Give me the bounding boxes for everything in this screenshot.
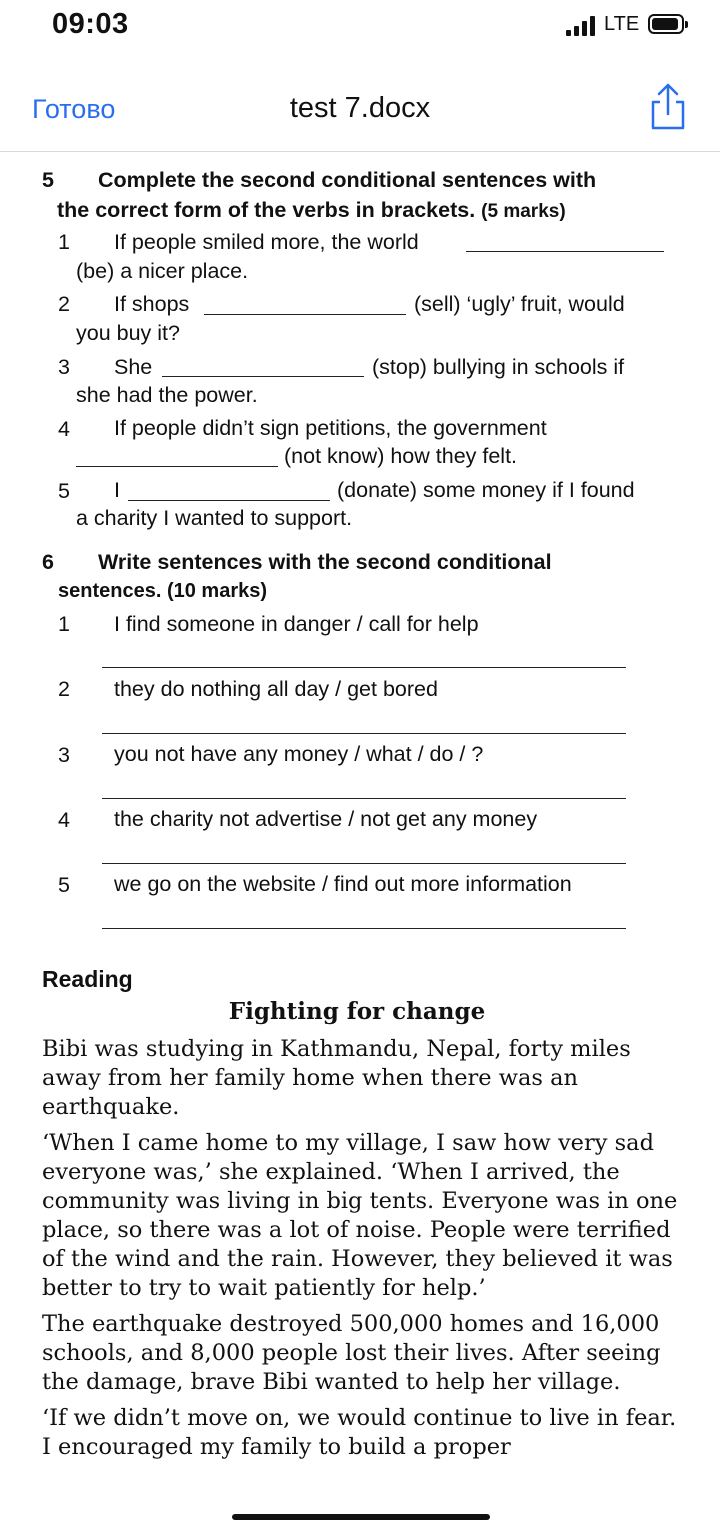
signal-icon (566, 16, 602, 36)
s5-item1-text-b: (be) a nicer place. (76, 259, 249, 283)
s5-item5-text-b: (donate) some money if I found (337, 478, 635, 502)
section6-number: 6 (42, 550, 54, 574)
s6-item-number: 5 (58, 873, 70, 897)
home-indicator[interactable] (232, 1514, 490, 1520)
s6-item-number: 2 (58, 677, 70, 701)
s5-item2-text-b: (sell) ‘ugly’ fruit, would (414, 292, 625, 316)
s5-item-number: 5 (58, 479, 70, 503)
s6-item-number: 3 (58, 743, 70, 767)
s6-item2-text: they do nothing all day / get bored (114, 677, 438, 701)
s6-item-number: 4 (58, 808, 70, 832)
s5-item-number: 4 (58, 417, 70, 441)
reading-heading: Reading (42, 966, 133, 992)
document-title: test 7.docx (289, 92, 431, 124)
s5-item4-blank[interactable] (76, 466, 278, 467)
network-type: LTE (604, 13, 640, 35)
s6-item-number: 1 (58, 612, 70, 636)
s6-item3-text: you not have any money / what / do / ? (114, 742, 484, 766)
s6-item1-answer-line[interactable] (102, 667, 626, 668)
s5-item-number: 1 (58, 230, 70, 254)
s5-item4-text-a: If people didn’t sign petitions, the government (114, 416, 547, 440)
section5-marks: (5 marks) (481, 201, 566, 222)
story-paragraph: ‘When I came home to my village, I saw how very sad everyone was,’ she explained. ‘When I arrived, the community was living in big tents. Everyone was in one place, so there was a lot of noise. People were terrified of the wind and the rain. However, they believed it was better to try to wait patiently for help.’ (42, 1130, 678, 1301)
status-bar (0, 0, 720, 60)
battery-icon (648, 14, 684, 34)
section6-heading-line2: sentences. (10 marks) (58, 580, 268, 602)
s5-item3-text-a: She (114, 355, 153, 379)
s6-item5-answer-line[interactable] (102, 928, 626, 929)
s6-item2-answer-line[interactable] (102, 733, 626, 734)
story-text (42, 1035, 682, 1469)
s5-item-number: 2 (58, 292, 70, 316)
share-icon[interactable] (648, 82, 688, 132)
nav-bar (0, 60, 720, 152)
story-paragraph: The earthquake destroyed 500,000 homes and 16,000 schools, and 8,000 people lost their lives. After seeing the damage, brave Bibi wanted to help her village. (42, 1311, 661, 1395)
section5-number: 5 (42, 168, 54, 192)
s6-item5-text: we go on the website / find out more information (114, 872, 572, 896)
s5-item2-blank[interactable] (204, 314, 406, 315)
s5-item-number: 3 (58, 355, 70, 379)
story-paragraph: ‘If we didn’t move on, we would continue to live in fear. I encouraged my family to build a proper (42, 1405, 677, 1460)
section5-heading-line1: Complete the second conditional sentences with (98, 168, 597, 192)
s5-item5-blank[interactable] (128, 500, 330, 501)
s6-item1-text: I find someone in danger / call for help (114, 612, 479, 636)
s5-item4-text-b: (not know) how they felt. (284, 444, 518, 468)
s6-item4-text: the charity not advertise / not get any money (114, 807, 538, 831)
document-view[interactable] (0, 152, 720, 1520)
story-paragraph: Bibi was studying in Kathmandu, Nepal, forty miles away from her family home when there was an earthquake. (42, 1036, 631, 1120)
s5-item3-blank[interactable] (162, 376, 364, 377)
s6-item4-answer-line[interactable] (102, 863, 626, 864)
story-title: Fighting for change (228, 998, 486, 1025)
s5-item1-text-a: If people smiled more, the world (114, 230, 419, 254)
s5-item3-text-b: (stop) bullying in schools if (372, 355, 625, 379)
section6-heading-line1: Write sentences with the second conditional (98, 550, 552, 574)
s5-item5-text-c: a charity I wanted to support. (76, 506, 353, 530)
s5-item3-text-c: she had the power. (76, 383, 258, 407)
s5-item1-blank[interactable] (466, 251, 664, 252)
s5-item2-text-c: you buy it? (76, 321, 180, 345)
s5-item5-text-a: I (114, 478, 120, 502)
done-button[interactable]: Готово (32, 94, 116, 124)
section5-heading-line2: the correct form of the verbs in brackets. (57, 198, 476, 222)
s6-item3-answer-line[interactable] (102, 798, 626, 799)
s5-item2-text-a: If shops (114, 292, 190, 316)
status-time: 09:03 (52, 8, 129, 40)
